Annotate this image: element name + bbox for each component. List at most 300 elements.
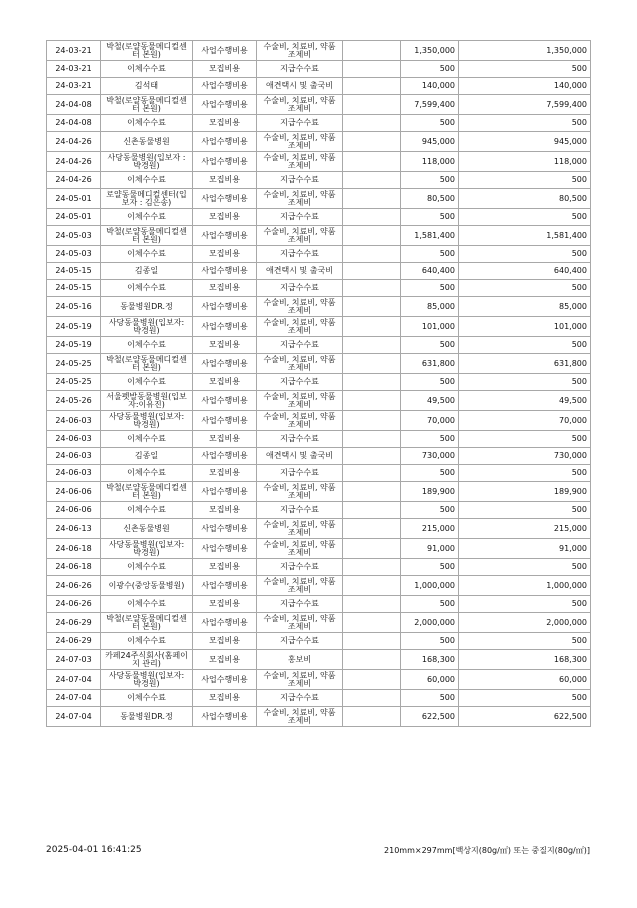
table-row bbox=[47, 132, 591, 152]
row-item: 지급수수료 bbox=[257, 172, 343, 189]
table-row bbox=[47, 226, 591, 246]
row-balance: 80,500 bbox=[459, 189, 591, 209]
row-item: 지급수수료 bbox=[257, 246, 343, 263]
row-balance: 500 bbox=[459, 172, 591, 189]
row-category: 사업수행비용 bbox=[193, 152, 257, 172]
row-category: 사업수행비용 bbox=[193, 354, 257, 374]
row-balance: 500 bbox=[459, 337, 591, 354]
row-amount: 500 bbox=[401, 431, 459, 448]
row-payee: 이체수수료 bbox=[101, 61, 193, 78]
row-item: 수술비, 치료비, 약품조제비 bbox=[257, 391, 343, 411]
row-item: 수술비, 치료비, 약품조제비 bbox=[257, 411, 343, 431]
table-row bbox=[47, 519, 591, 539]
row-income bbox=[343, 690, 401, 707]
row-balance: 500 bbox=[459, 61, 591, 78]
row-income bbox=[343, 354, 401, 374]
row-amount: 1,000,000 bbox=[401, 576, 459, 596]
row-payee: 이체수수료 bbox=[101, 280, 193, 297]
table-row bbox=[47, 374, 591, 391]
table-row bbox=[47, 209, 591, 226]
row-amount: 91,000 bbox=[401, 539, 459, 559]
row-item: 수술비, 치료비, 약품조제비 bbox=[257, 41, 343, 61]
row-date: 24-05-26 bbox=[47, 391, 101, 411]
row-amount: 500 bbox=[401, 502, 459, 519]
row-date: 24-04-26 bbox=[47, 132, 101, 152]
row-amount: 7,599,400 bbox=[401, 95, 459, 115]
table-row bbox=[47, 189, 591, 209]
row-item: 지급수수료 bbox=[257, 431, 343, 448]
row-income bbox=[343, 280, 401, 297]
row-category: 모집비용 bbox=[193, 172, 257, 189]
row-category: 사업수행비용 bbox=[193, 41, 257, 61]
table-row bbox=[47, 596, 591, 613]
row-item: 지급수수료 bbox=[257, 596, 343, 613]
table-row bbox=[47, 78, 591, 95]
row-date: 24-06-03 bbox=[47, 465, 101, 482]
row-balance: 500 bbox=[459, 559, 591, 576]
table-row bbox=[47, 115, 591, 132]
row-amount: 80,500 bbox=[401, 189, 459, 209]
row-amount: 500 bbox=[401, 559, 459, 576]
row-amount: 500 bbox=[401, 690, 459, 707]
row-balance: 85,000 bbox=[459, 297, 591, 317]
row-category: 사업수행비용 bbox=[193, 539, 257, 559]
row-date: 24-05-01 bbox=[47, 189, 101, 209]
row-income bbox=[343, 559, 401, 576]
table-row bbox=[47, 280, 591, 297]
row-income bbox=[343, 391, 401, 411]
row-payee: 이체수수료 bbox=[101, 633, 193, 650]
row-amount: 500 bbox=[401, 337, 459, 354]
row-payee: 이체수수료 bbox=[101, 502, 193, 519]
row-date: 24-06-29 bbox=[47, 613, 101, 633]
row-income bbox=[343, 613, 401, 633]
row-date: 24-06-26 bbox=[47, 576, 101, 596]
row-item: 수술비, 치료비, 약품조제비 bbox=[257, 539, 343, 559]
row-amount: 118,000 bbox=[401, 152, 459, 172]
row-income bbox=[343, 78, 401, 95]
table-row bbox=[47, 650, 591, 670]
row-balance: 1,000,000 bbox=[459, 576, 591, 596]
row-amount: 140,000 bbox=[401, 78, 459, 95]
row-income bbox=[343, 317, 401, 337]
row-payee: 이체수수료 bbox=[101, 431, 193, 448]
row-payee: 사당동물병원(입보자: 박경원) bbox=[101, 539, 193, 559]
row-date: 24-06-29 bbox=[47, 633, 101, 650]
expense-ledger-table bbox=[46, 40, 591, 727]
row-amount: 622,500 bbox=[401, 707, 459, 727]
row-income bbox=[343, 539, 401, 559]
print-footer bbox=[46, 845, 590, 859]
row-date: 24-06-06 bbox=[47, 482, 101, 502]
row-balance: 500 bbox=[459, 115, 591, 132]
row-item: 수술비, 치료비, 약품조제비 bbox=[257, 613, 343, 633]
row-item: 애견택시 및 출국비 bbox=[257, 448, 343, 465]
row-income bbox=[343, 596, 401, 613]
row-income bbox=[343, 576, 401, 596]
row-date: 24-06-18 bbox=[47, 559, 101, 576]
row-income bbox=[343, 465, 401, 482]
row-date: 24-07-04 bbox=[47, 670, 101, 690]
table-row bbox=[47, 502, 591, 519]
row-date: 24-06-03 bbox=[47, 411, 101, 431]
row-amount: 945,000 bbox=[401, 132, 459, 152]
row-balance: 500 bbox=[459, 280, 591, 297]
row-item: 수술비, 치료비, 약품조제비 bbox=[257, 670, 343, 690]
table-row bbox=[47, 411, 591, 431]
row-category: 모집비용 bbox=[193, 633, 257, 650]
row-category: 사업수행비용 bbox=[193, 226, 257, 246]
row-payee: 박철(로얄동물메디컬센터 본원) bbox=[101, 482, 193, 502]
row-item: 수술비, 치료비, 약품조제비 bbox=[257, 152, 343, 172]
row-income bbox=[343, 411, 401, 431]
row-balance: 2,000,000 bbox=[459, 613, 591, 633]
row-amount: 49,500 bbox=[401, 391, 459, 411]
row-category: 모집비용 bbox=[193, 431, 257, 448]
row-category: 모집비용 bbox=[193, 115, 257, 132]
row-income bbox=[343, 226, 401, 246]
ledger-body bbox=[47, 41, 591, 727]
row-category: 사업수행비용 bbox=[193, 78, 257, 95]
row-income bbox=[343, 61, 401, 78]
row-balance: 500 bbox=[459, 633, 591, 650]
row-payee: 서울펫발동물병원(입보자:이유진) bbox=[101, 391, 193, 411]
row-income bbox=[343, 172, 401, 189]
row-date: 24-07-04 bbox=[47, 707, 101, 727]
row-payee: 김석태 bbox=[101, 78, 193, 95]
row-category: 모집비용 bbox=[193, 209, 257, 226]
row-date: 24-05-16 bbox=[47, 297, 101, 317]
row-category: 사업수행비용 bbox=[193, 448, 257, 465]
row-balance: 189,900 bbox=[459, 482, 591, 502]
row-category: 모집비용 bbox=[193, 337, 257, 354]
row-payee: 박철(로얄동물메디컬센터 본원) bbox=[101, 95, 193, 115]
table-row bbox=[47, 41, 591, 61]
row-income bbox=[343, 115, 401, 132]
row-balance: 631,800 bbox=[459, 354, 591, 374]
row-balance: 60,000 bbox=[459, 670, 591, 690]
row-item: 지급수수료 bbox=[257, 374, 343, 391]
row-item: 지급수수료 bbox=[257, 115, 343, 132]
row-date: 24-05-25 bbox=[47, 374, 101, 391]
row-category: 모집비용 bbox=[193, 246, 257, 263]
table-row bbox=[47, 670, 591, 690]
row-item: 수술비, 치료비, 약품조제비 bbox=[257, 189, 343, 209]
row-income bbox=[343, 263, 401, 280]
row-payee: 김종일 bbox=[101, 263, 193, 280]
row-payee: 이체수수료 bbox=[101, 115, 193, 132]
row-balance: 500 bbox=[459, 246, 591, 263]
row-payee: 이광수(중앙동물병원) bbox=[101, 576, 193, 596]
row-category: 사업수행비용 bbox=[193, 297, 257, 317]
row-category: 사업수행비용 bbox=[193, 482, 257, 502]
row-date: 24-04-26 bbox=[47, 172, 101, 189]
row-item: 수술비, 치료비, 약품조제비 bbox=[257, 707, 343, 727]
row-category: 모집비용 bbox=[193, 280, 257, 297]
row-item: 애견택시 및 출국비 bbox=[257, 78, 343, 95]
row-item: 수술비, 치료비, 약품조제비 bbox=[257, 354, 343, 374]
row-item: 수술비, 치료비, 약품조제비 bbox=[257, 317, 343, 337]
row-payee: 동물병원DR.정 bbox=[101, 297, 193, 317]
row-payee: 박철(로얄동물메디컬센터 본원) bbox=[101, 41, 193, 61]
table-row bbox=[47, 576, 591, 596]
row-date: 24-05-01 bbox=[47, 209, 101, 226]
row-balance: 945,000 bbox=[459, 132, 591, 152]
row-item: 지급수수료 bbox=[257, 465, 343, 482]
row-amount: 500 bbox=[401, 596, 459, 613]
row-item: 수술비, 치료비, 약품조제비 bbox=[257, 95, 343, 115]
table-row bbox=[47, 317, 591, 337]
table-row bbox=[47, 633, 591, 650]
row-item: 수술비, 치료비, 약품조제비 bbox=[257, 576, 343, 596]
row-date: 24-05-19 bbox=[47, 337, 101, 354]
row-date: 24-06-18 bbox=[47, 539, 101, 559]
row-item: 지급수수료 bbox=[257, 337, 343, 354]
row-balance: 70,000 bbox=[459, 411, 591, 431]
row-category: 사업수행비용 bbox=[193, 132, 257, 152]
row-income bbox=[343, 297, 401, 317]
row-date: 24-05-25 bbox=[47, 354, 101, 374]
table-row bbox=[47, 707, 591, 727]
row-date: 24-05-03 bbox=[47, 226, 101, 246]
row-payee: 이체수수료 bbox=[101, 337, 193, 354]
row-date: 24-04-08 bbox=[47, 95, 101, 115]
row-amount: 168,300 bbox=[401, 650, 459, 670]
row-payee: 신촌동물병원 bbox=[101, 519, 193, 539]
row-item: 지급수수료 bbox=[257, 209, 343, 226]
row-category: 모집비용 bbox=[193, 650, 257, 670]
table-row bbox=[47, 152, 591, 172]
row-date: 24-05-15 bbox=[47, 263, 101, 280]
row-income bbox=[343, 519, 401, 539]
row-payee: 이체수수료 bbox=[101, 690, 193, 707]
row-date: 24-06-03 bbox=[47, 448, 101, 465]
row-income bbox=[343, 482, 401, 502]
row-category: 모집비용 bbox=[193, 465, 257, 482]
table-row bbox=[47, 465, 591, 482]
row-date: 24-06-03 bbox=[47, 431, 101, 448]
row-balance: 640,400 bbox=[459, 263, 591, 280]
table-row bbox=[47, 613, 591, 633]
row-income bbox=[343, 431, 401, 448]
row-income bbox=[343, 246, 401, 263]
row-income bbox=[343, 633, 401, 650]
row-payee: 이체수수료 bbox=[101, 374, 193, 391]
row-balance: 7,599,400 bbox=[459, 95, 591, 115]
row-income bbox=[343, 670, 401, 690]
row-payee: 이체수수료 bbox=[101, 559, 193, 576]
row-payee: 박철(로얄동물메디컬센터 본원) bbox=[101, 613, 193, 633]
row-income bbox=[343, 95, 401, 115]
row-amount: 189,900 bbox=[401, 482, 459, 502]
row-payee: 동물병원DR.정 bbox=[101, 707, 193, 727]
row-category: 사업수행비용 bbox=[193, 95, 257, 115]
table-row bbox=[47, 246, 591, 263]
row-balance: 1,350,000 bbox=[459, 41, 591, 61]
row-amount: 500 bbox=[401, 172, 459, 189]
table-row bbox=[47, 263, 591, 280]
row-category: 모집비용 bbox=[193, 374, 257, 391]
row-item: 지급수수료 bbox=[257, 502, 343, 519]
row-date: 24-06-06 bbox=[47, 502, 101, 519]
row-balance: 500 bbox=[459, 209, 591, 226]
row-payee: 사당동물병원(입보자: 박경원) bbox=[101, 411, 193, 431]
row-payee: 이체수수료 bbox=[101, 596, 193, 613]
row-category: 사업수행비용 bbox=[193, 391, 257, 411]
row-amount: 500 bbox=[401, 374, 459, 391]
row-balance: 91,000 bbox=[459, 539, 591, 559]
row-item: 수술비, 치료비, 약품조제비 bbox=[257, 226, 343, 246]
row-balance: 500 bbox=[459, 465, 591, 482]
row-payee: 이체수수료 bbox=[101, 465, 193, 482]
row-balance: 500 bbox=[459, 431, 591, 448]
row-item: 수술비, 치료비, 약품조제비 bbox=[257, 519, 343, 539]
row-item: 지급수수료 bbox=[257, 633, 343, 650]
row-category: 사업수행비용 bbox=[193, 317, 257, 337]
row-amount: 2,000,000 bbox=[401, 613, 459, 633]
row-amount: 640,400 bbox=[401, 263, 459, 280]
row-amount: 70,000 bbox=[401, 411, 459, 431]
table-row bbox=[47, 539, 591, 559]
row-category: 모집비용 bbox=[193, 502, 257, 519]
row-payee: 신촌동물병원 bbox=[101, 132, 193, 152]
row-amount: 500 bbox=[401, 246, 459, 263]
row-category: 모집비용 bbox=[193, 61, 257, 78]
row-date: 24-05-15 bbox=[47, 280, 101, 297]
row-income bbox=[343, 502, 401, 519]
row-amount: 60,000 bbox=[401, 670, 459, 690]
row-balance: 215,000 bbox=[459, 519, 591, 539]
row-category: 모집비용 bbox=[193, 596, 257, 613]
table-row bbox=[47, 354, 591, 374]
row-balance: 500 bbox=[459, 596, 591, 613]
row-balance: 140,000 bbox=[459, 78, 591, 95]
row-income bbox=[343, 337, 401, 354]
row-payee: 김종일 bbox=[101, 448, 193, 465]
row-item: 지급수수료 bbox=[257, 559, 343, 576]
row-payee: 사당동물병원(입보자 : 박경원) bbox=[101, 152, 193, 172]
row-category: 사업수행비용 bbox=[193, 613, 257, 633]
row-amount: 101,000 bbox=[401, 317, 459, 337]
row-date: 24-06-26 bbox=[47, 596, 101, 613]
row-balance: 49,500 bbox=[459, 391, 591, 411]
row-amount: 631,800 bbox=[401, 354, 459, 374]
row-item: 지급수수료 bbox=[257, 690, 343, 707]
row-amount: 1,350,000 bbox=[401, 41, 459, 61]
row-category: 모집비용 bbox=[193, 690, 257, 707]
table-row bbox=[47, 559, 591, 576]
row-payee: 로얄동물메디컬센터(입보자 : 김은송) bbox=[101, 189, 193, 209]
row-amount: 500 bbox=[401, 633, 459, 650]
row-payee: 사당동물병원(입보자: 박경원) bbox=[101, 670, 193, 690]
paper-spec: 210mm×297mm[백상지(80g/㎡) 또는 중질지(80g/㎡)] bbox=[384, 846, 590, 855]
row-income bbox=[343, 374, 401, 391]
row-category: 사업수행비용 bbox=[193, 411, 257, 431]
row-balance: 622,500 bbox=[459, 707, 591, 727]
row-balance: 1,581,400 bbox=[459, 226, 591, 246]
row-amount: 215,000 bbox=[401, 519, 459, 539]
row-amount: 500 bbox=[401, 209, 459, 226]
row-date: 24-03-21 bbox=[47, 61, 101, 78]
table-row bbox=[47, 172, 591, 189]
row-date: 24-05-03 bbox=[47, 246, 101, 263]
row-item: 애견택시 및 출국비 bbox=[257, 263, 343, 280]
row-category: 사업수행비용 bbox=[193, 707, 257, 727]
row-income bbox=[343, 152, 401, 172]
row-income bbox=[343, 209, 401, 226]
row-category: 사업수행비용 bbox=[193, 576, 257, 596]
row-balance: 101,000 bbox=[459, 317, 591, 337]
ledger-sheet bbox=[46, 40, 590, 727]
row-date: 24-03-21 bbox=[47, 41, 101, 61]
row-amount: 85,000 bbox=[401, 297, 459, 317]
row-item: 지급수수료 bbox=[257, 61, 343, 78]
row-amount: 730,000 bbox=[401, 448, 459, 465]
row-payee: 카페24주식회사(홈페이지 관리) bbox=[101, 650, 193, 670]
row-category: 사업수행비용 bbox=[193, 189, 257, 209]
row-balance: 118,000 bbox=[459, 152, 591, 172]
row-balance: 500 bbox=[459, 374, 591, 391]
row-amount: 500 bbox=[401, 465, 459, 482]
row-balance: 500 bbox=[459, 502, 591, 519]
row-item: 수술비, 치료비, 약품조제비 bbox=[257, 297, 343, 317]
row-income bbox=[343, 707, 401, 727]
table-row bbox=[47, 690, 591, 707]
row-date: 24-04-08 bbox=[47, 115, 101, 132]
table-row bbox=[47, 297, 591, 317]
table-row bbox=[47, 337, 591, 354]
row-item: 수술비, 치료비, 약품조제비 bbox=[257, 482, 343, 502]
row-payee: 박철(로얄동물메디컬센터 본원) bbox=[101, 226, 193, 246]
row-item: 지급수수료 bbox=[257, 280, 343, 297]
row-payee: 이체수수료 bbox=[101, 246, 193, 263]
row-item: 홍보비 bbox=[257, 650, 343, 670]
row-category: 사업수행비용 bbox=[193, 670, 257, 690]
row-income bbox=[343, 189, 401, 209]
row-amount: 500 bbox=[401, 280, 459, 297]
row-category: 사업수행비용 bbox=[193, 519, 257, 539]
row-balance: 168,300 bbox=[459, 650, 591, 670]
row-amount: 500 bbox=[401, 115, 459, 132]
row-date: 24-05-19 bbox=[47, 317, 101, 337]
table-row bbox=[47, 391, 591, 411]
row-date: 24-03-21 bbox=[47, 78, 101, 95]
row-balance: 500 bbox=[459, 690, 591, 707]
table-row bbox=[47, 61, 591, 78]
row-date: 24-06-13 bbox=[47, 519, 101, 539]
row-income bbox=[343, 448, 401, 465]
row-income bbox=[343, 41, 401, 61]
row-amount: 500 bbox=[401, 61, 459, 78]
table-row bbox=[47, 482, 591, 502]
row-income bbox=[343, 132, 401, 152]
row-date: 24-04-26 bbox=[47, 152, 101, 172]
row-date: 24-07-04 bbox=[47, 690, 101, 707]
row-category: 모집비용 bbox=[193, 559, 257, 576]
row-date: 24-07-03 bbox=[47, 650, 101, 670]
row-balance: 730,000 bbox=[459, 448, 591, 465]
row-payee: 이체수수료 bbox=[101, 209, 193, 226]
table-row bbox=[47, 448, 591, 465]
row-payee: 사당동물병원(입보자: 박경원) bbox=[101, 317, 193, 337]
row-payee: 이체수수료 bbox=[101, 172, 193, 189]
print-timestamp: 2025-04-01 16:41:25 bbox=[46, 845, 142, 855]
row-amount: 1,581,400 bbox=[401, 226, 459, 246]
row-category: 사업수행비용 bbox=[193, 263, 257, 280]
row-item: 수술비, 치료비, 약품조제비 bbox=[257, 132, 343, 152]
table-row bbox=[47, 431, 591, 448]
table-row bbox=[47, 95, 591, 115]
